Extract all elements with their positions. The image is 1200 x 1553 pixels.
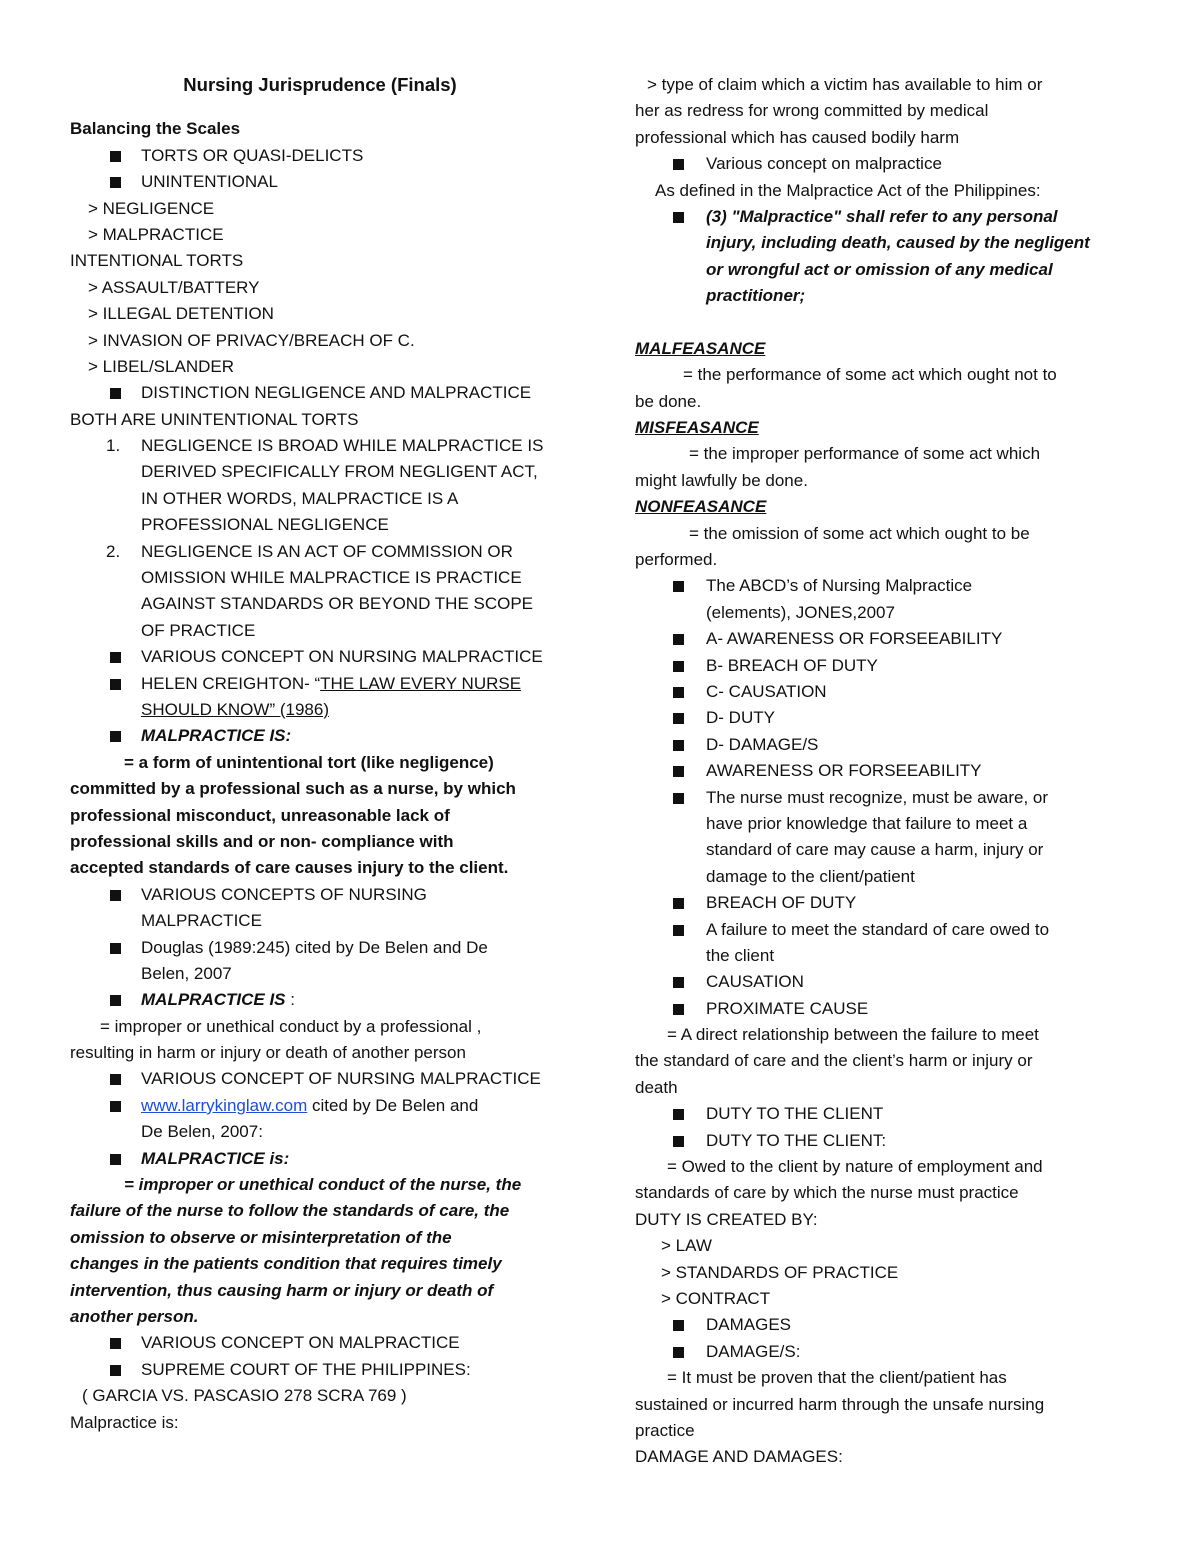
list-item: AWARENESS OR FORSEEABILITY — [706, 761, 982, 781]
bullet-square-icon — [673, 713, 684, 724]
definition-line: resulting in harm or injury or death of another person — [70, 1043, 466, 1063]
list-item: Douglas (1989:245) cited by De Belen and De — [141, 937, 488, 957]
text-line: the client — [706, 945, 775, 965]
list-item — [141, 987, 295, 1013]
text-run: : — [285, 990, 295, 1010]
text-line: or wrongful act or omission of any medical — [706, 259, 1053, 279]
bullet-square-icon — [673, 793, 684, 804]
bullet-square-icon — [110, 731, 121, 742]
definition-line: professional misconduct, unreasonable lack of — [70, 805, 450, 825]
definition-line: be done. — [635, 391, 702, 411]
bullet-square-icon — [110, 1101, 121, 1112]
bullet-square-icon — [673, 661, 684, 672]
list-item: MALPRACTICE IS: — [141, 726, 292, 746]
text-line: Belen, 2007 — [141, 963, 232, 983]
text-line: INTENTIONAL TORTS — [70, 251, 244, 271]
text-line: Malpractice is: — [70, 1412, 179, 1432]
list-item: (3) "Malpractice" shall refer to any personal — [706, 206, 1058, 226]
definition-line: = A direct relationship between the failure to meet — [667, 1025, 1039, 1045]
underlined-title: THE LAW EVERY NURSE — [320, 673, 522, 693]
list-item: > MALPRACTICE — [88, 224, 224, 244]
bullet-square-icon — [673, 159, 684, 170]
definition-line: practice — [635, 1420, 695, 1440]
definition-line: changes in the patients condition that requires timely — [70, 1254, 502, 1274]
definition-line: = It must be proven that the client/patient has — [667, 1368, 1007, 1388]
list-item: VARIOUS CONCEPTS OF NURSING — [141, 884, 427, 904]
list-item: D- DAMAGE/S — [706, 734, 819, 754]
term-heading: MISFEASANCE — [635, 418, 759, 438]
bullet-square-icon — [673, 1347, 684, 1358]
definition-line: = the performance of some act which ought not to — [683, 365, 1057, 385]
list-item: DAMAGE/S: — [706, 1341, 801, 1361]
definition-line: sustained or incurred harm through the unsafe nursing — [635, 1394, 1045, 1414]
bullet-square-icon — [110, 943, 121, 954]
list-item: DISTINCTION NEGLIGENCE AND MALPRACTICE — [141, 383, 532, 403]
list-item: > CONTRACT — [661, 1288, 771, 1308]
definition-line: performed. — [635, 550, 718, 570]
text-line: MALPRACTICE — [141, 911, 262, 931]
list-item — [141, 671, 521, 697]
bullet-square-icon — [673, 977, 684, 988]
term-heading: NONFEASANCE — [635, 497, 767, 517]
text-line: (elements), JONES,2007 — [706, 602, 895, 622]
list-item: A failure to meet the standard of care owed to — [706, 919, 1050, 939]
list-item: VARIOUS CONCEPT OF NURSING MALPRACTICE — [141, 1069, 541, 1089]
bullet-square-icon — [110, 1074, 121, 1085]
definition-line: intervention, thus causing harm or injury or death of — [70, 1280, 494, 1300]
list-item: The ABCD’s of Nursing Malpractice — [706, 576, 973, 596]
text-line: DERIVED SPECIFICALLY FROM NEGLIGENT ACT, — [141, 462, 538, 482]
bullet-square-icon — [110, 652, 121, 663]
text-line: IN OTHER WORDS, MALPRACTICE IS A — [141, 488, 459, 508]
text-run: cited by De Belen and — [307, 1095, 479, 1115]
list-number: 1. — [106, 436, 121, 456]
text-line: AGAINST STANDARDS OR BEYOND THE SCOPE — [141, 594, 534, 614]
definition-line: professional skills and or non- compliance with — [70, 831, 454, 851]
text-line: > type of claim which a victim has available to him or — [647, 75, 1043, 94]
definition-line: = improper or unethical conduct by a professional , — [100, 1016, 482, 1036]
list-item: The nurse must recognize, must be aware, or — [706, 787, 1049, 807]
text-line: DAMAGE AND DAMAGES: — [635, 1447, 843, 1467]
bullet-square-icon — [673, 687, 684, 698]
definition-line: omission to observe or misinterpretation of the — [70, 1227, 452, 1247]
list-item: DUTY TO THE CLIENT — [706, 1104, 884, 1124]
text-line: damage to the client/patient — [706, 866, 915, 886]
bullet-square-icon — [110, 995, 121, 1006]
definition-line: = a form of unintentional tort (like negligence) — [124, 752, 494, 772]
list-item: TORTS OR QUASI-DELICTS — [141, 145, 364, 165]
text-line: De Belen, 2007: — [141, 1122, 263, 1142]
list-item: > LAW — [661, 1236, 712, 1256]
list-item: > STANDARDS OF PRACTICE — [661, 1262, 899, 1282]
list-item: SUPREME COURT OF THE PHILIPPINES: — [141, 1359, 471, 1379]
list-item: > LIBEL/SLANDER — [88, 356, 234, 376]
definition-line: = the improper performance of some act which — [689, 444, 1041, 464]
definition-line: standards of care by which the nurse must practice — [635, 1183, 1019, 1203]
text-run: HELEN CREIGHTON- “ — [141, 673, 321, 693]
list-item: C- CAUSATION — [706, 681, 827, 701]
list-item — [141, 1093, 478, 1119]
list-item: > ILLEGAL DETENTION — [88, 304, 274, 324]
text-line: her as redress for wrong committed by medical — [635, 101, 989, 121]
definition-line: = improper or unethical conduct of the nurse, the — [124, 1175, 522, 1195]
bullet-square-icon — [673, 1004, 684, 1015]
bullet-square-icon — [673, 212, 684, 223]
bullet-square-icon — [673, 898, 684, 909]
bullet-square-icon — [110, 151, 121, 162]
text-line: professional which has caused bodily harm — [635, 127, 960, 147]
text-line: practitioner; — [706, 286, 806, 306]
definition-line: accepted standards of care causes injury to the client. — [70, 858, 509, 878]
bullet-square-icon — [673, 740, 684, 751]
text-line: injury, including death, caused by the negligent — [706, 233, 1090, 253]
section-heading: Balancing the Scales — [70, 119, 241, 139]
list-item: PROXIMATE CAUSE — [706, 998, 869, 1018]
text-line: have prior knowledge that failure to meet a — [706, 813, 1028, 833]
text-run: MALPRACTICE IS — [141, 990, 286, 1010]
bullet-square-icon — [110, 679, 121, 690]
website-link[interactable]: www.larrykinglaw.com — [141, 1095, 308, 1115]
definition-line: = the omission of some act which ought to be — [689, 523, 1030, 543]
text-line: standard of care may cause a harm, injury or — [706, 840, 1044, 860]
text-line: DUTY IS CREATED BY: — [635, 1209, 818, 1229]
list-item: Various concept on malpractice — [706, 154, 942, 174]
bullet-square-icon — [673, 1136, 684, 1147]
definition-line: death — [635, 1077, 678, 1097]
bullet-square-icon — [110, 1154, 121, 1165]
list-item: D- DUTY — [706, 708, 775, 728]
bullet-square-icon — [110, 177, 121, 188]
bullet-square-icon — [673, 581, 684, 592]
bullet-square-icon — [110, 1365, 121, 1376]
text-line: OF PRACTICE — [141, 620, 256, 640]
bullet-square-icon — [110, 890, 121, 901]
list-item: A- AWARENESS OR FORSEEABILITY — [706, 629, 1003, 649]
definition-line: failure of the nurse to follow the standards of care, the — [70, 1201, 510, 1221]
definition-line: the standard of care and the client’s harm or injury or — [635, 1051, 1033, 1071]
list-item: DUTY TO THE CLIENT: — [706, 1130, 887, 1150]
bullet-square-icon — [673, 766, 684, 777]
list-item: > NEGLIGENCE — [88, 198, 215, 218]
list-item: NEGLIGENCE IS AN ACT OF COMMISSION OR — [141, 541, 513, 561]
bullet-square-icon — [110, 1338, 121, 1349]
text-line: BOTH ARE UNINTENTIONAL TORTS — [70, 409, 359, 429]
bullet-square-icon — [110, 388, 121, 399]
list-item: B- BREACH OF DUTY — [706, 655, 878, 675]
right-column — [635, 72, 1135, 1471]
definition-line: might lawfully be done. — [635, 470, 808, 490]
page-title: Nursing Jurisprudence (Finals) — [183, 74, 457, 95]
left-column — [70, 72, 570, 1436]
underlined-title: SHOULD KNOW” (1986) — [141, 699, 329, 719]
list-item: VARIOUS CONCEPT ON NURSING MALPRACTICE — [141, 647, 543, 667]
bullet-square-icon — [673, 1109, 684, 1120]
list-item: BREACH OF DUTY — [706, 893, 857, 913]
list-item: CAUSATION — [706, 972, 804, 992]
list-item: UNINTENTIONAL — [141, 172, 278, 192]
list-item: > ASSAULT/BATTERY — [88, 277, 260, 297]
term-heading: MALFEASANCE — [635, 338, 766, 358]
text-line: ( GARCIA VS. PASCASIO 278 SCRA 769 ) — [82, 1386, 407, 1406]
list-item: > INVASION OF PRIVACY/BREACH OF C. — [88, 330, 415, 350]
definition-line: another person. — [70, 1306, 199, 1326]
list-item: MALPRACTICE is: — [141, 1148, 290, 1168]
list-item: DAMAGES — [706, 1315, 792, 1335]
definition-line: = Owed to the client by nature of employment and — [667, 1157, 1043, 1177]
list-item: NEGLIGENCE IS BROAD WHILE MALPRACTICE IS — [141, 436, 544, 456]
bullet-square-icon — [673, 1320, 684, 1331]
text-line: OMISSION WHILE MALPRACTICE IS PRACTICE — [141, 568, 522, 588]
list-item: VARIOUS CONCEPT ON MALPRACTICE — [141, 1333, 460, 1353]
list-number: 2. — [106, 541, 121, 561]
bullet-square-icon — [673, 925, 684, 936]
text-line: As defined in the Malpractice Act of the Philippines: — [655, 180, 1041, 200]
text-line: PROFESSIONAL NEGLIGENCE — [141, 515, 389, 535]
definition-line: committed by a professional such as a nurse, by which — [70, 779, 516, 799]
bullet-square-icon — [673, 634, 684, 645]
